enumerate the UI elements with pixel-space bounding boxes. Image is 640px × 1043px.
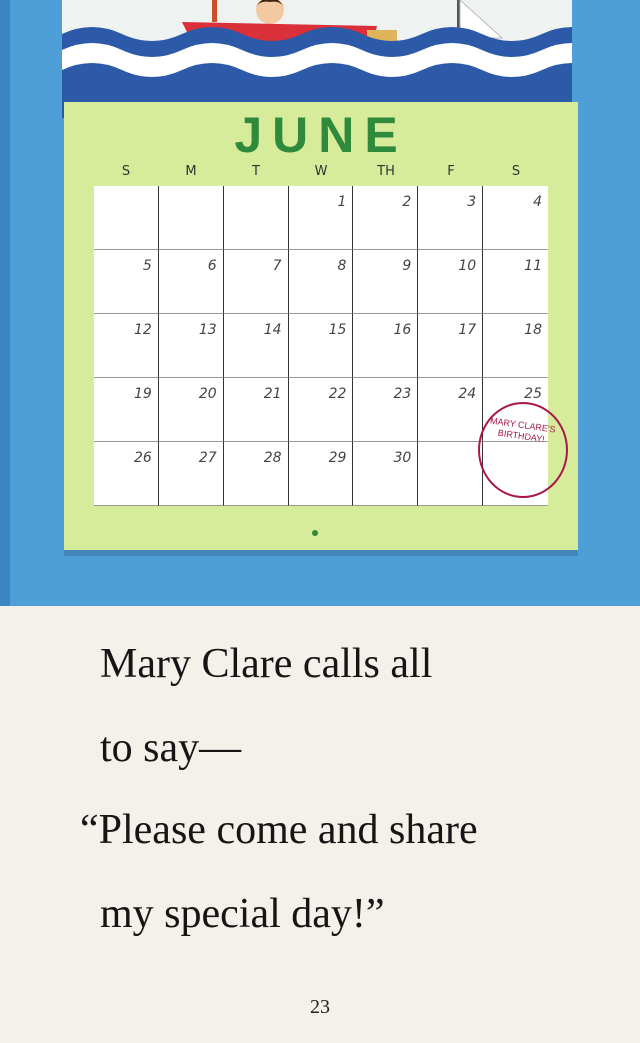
day-header: S xyxy=(511,164,521,179)
calendar-day-cell xyxy=(224,314,289,378)
day-number: 9 xyxy=(402,258,412,274)
calendar-day-cell xyxy=(94,442,159,506)
calendar-day-cell xyxy=(224,250,289,314)
day-number: 10 xyxy=(458,258,477,274)
calendar-day-cell xyxy=(418,186,483,250)
month-title: JUNE xyxy=(234,107,408,163)
day-number: 21 xyxy=(263,386,282,402)
calendar-day-cell xyxy=(159,314,224,378)
birthday-note: MARY CLARE'S BIRTHDAY! xyxy=(489,415,557,445)
day-number: 14 xyxy=(263,322,282,338)
day-number: 24 xyxy=(458,386,477,402)
day-number: 5 xyxy=(142,258,152,274)
calendar xyxy=(64,102,578,550)
calendar-day-cell xyxy=(289,186,354,250)
calendar-day-cell xyxy=(418,378,483,442)
day-number: 8 xyxy=(337,258,347,274)
calendar-day-cell xyxy=(483,186,548,250)
calendar-day-cell xyxy=(159,378,224,442)
day-header: F xyxy=(447,164,455,179)
day-number: 4 xyxy=(533,194,542,210)
day-header: S xyxy=(121,164,131,179)
day-number: 22 xyxy=(328,386,347,402)
page-number: 23 xyxy=(310,996,330,1018)
page-edge xyxy=(0,0,10,606)
story-line: to say— xyxy=(100,725,242,771)
day-number: 16 xyxy=(393,322,412,338)
pin-icon xyxy=(312,530,318,536)
calendar-day-cell xyxy=(224,186,289,250)
calendar-day-cell xyxy=(353,378,418,442)
calendar-day-cell xyxy=(94,250,159,314)
calendar-day-cell xyxy=(289,378,354,442)
day-headers xyxy=(94,164,554,186)
day-number: 23 xyxy=(393,386,412,402)
day-number: 25 xyxy=(524,386,542,402)
calendar-day-cell xyxy=(289,314,354,378)
day-number: 20 xyxy=(198,386,217,402)
day-number: 2 xyxy=(402,194,412,210)
story-text xyxy=(0,606,640,1043)
calendar-day-cell xyxy=(289,442,354,506)
calendar-day-cell xyxy=(418,442,483,506)
day-number: 18 xyxy=(524,322,542,338)
calendar-day-cell xyxy=(159,250,224,314)
calendar-day-cell xyxy=(353,250,418,314)
calendar-day-cell xyxy=(418,314,483,378)
day-number: 6 xyxy=(207,258,217,274)
day-number: 30 xyxy=(393,450,412,466)
calendar-day-cell xyxy=(483,250,548,314)
day-header: M xyxy=(185,164,197,179)
day-number: 29 xyxy=(328,450,347,466)
calendar-day-cell xyxy=(353,186,418,250)
day-header: W xyxy=(314,164,328,179)
day-number: 28 xyxy=(263,450,282,466)
sailboat-scene-icon xyxy=(62,0,572,118)
story-line: Mary Clare calls all xyxy=(100,641,433,687)
calendar-day-cell xyxy=(483,314,548,378)
story-line: “Please come and share xyxy=(80,807,478,853)
day-header: T xyxy=(252,164,260,179)
calendar-day-cell xyxy=(289,250,354,314)
day-number: 19 xyxy=(134,386,152,402)
day-header: TH xyxy=(377,164,395,179)
day-number: 3 xyxy=(467,194,477,210)
calendar-day-cell xyxy=(224,442,289,506)
calendar-day-cell xyxy=(94,314,159,378)
day-number: 13 xyxy=(198,322,217,338)
story-line: my special day!” xyxy=(100,891,385,937)
sailboat-picture xyxy=(62,0,572,118)
day-number: 26 xyxy=(134,450,152,466)
calendar-day-cell xyxy=(94,378,159,442)
calendar-day-cell xyxy=(94,186,159,250)
day-number: 7 xyxy=(272,258,282,274)
calendar-day-cell xyxy=(159,186,224,250)
calendar-day-cell xyxy=(418,250,483,314)
day-number: 12 xyxy=(134,322,152,338)
day-number: 15 xyxy=(328,322,347,338)
calendar-day-cell xyxy=(224,378,289,442)
calendar-day-cell xyxy=(159,442,224,506)
calendar-day-cell xyxy=(353,442,418,506)
day-number: 27 xyxy=(198,450,217,466)
day-number: 17 xyxy=(458,322,477,338)
day-number: 11 xyxy=(524,258,542,274)
day-number: 1 xyxy=(337,194,347,210)
calendar-day-cell xyxy=(353,314,418,378)
